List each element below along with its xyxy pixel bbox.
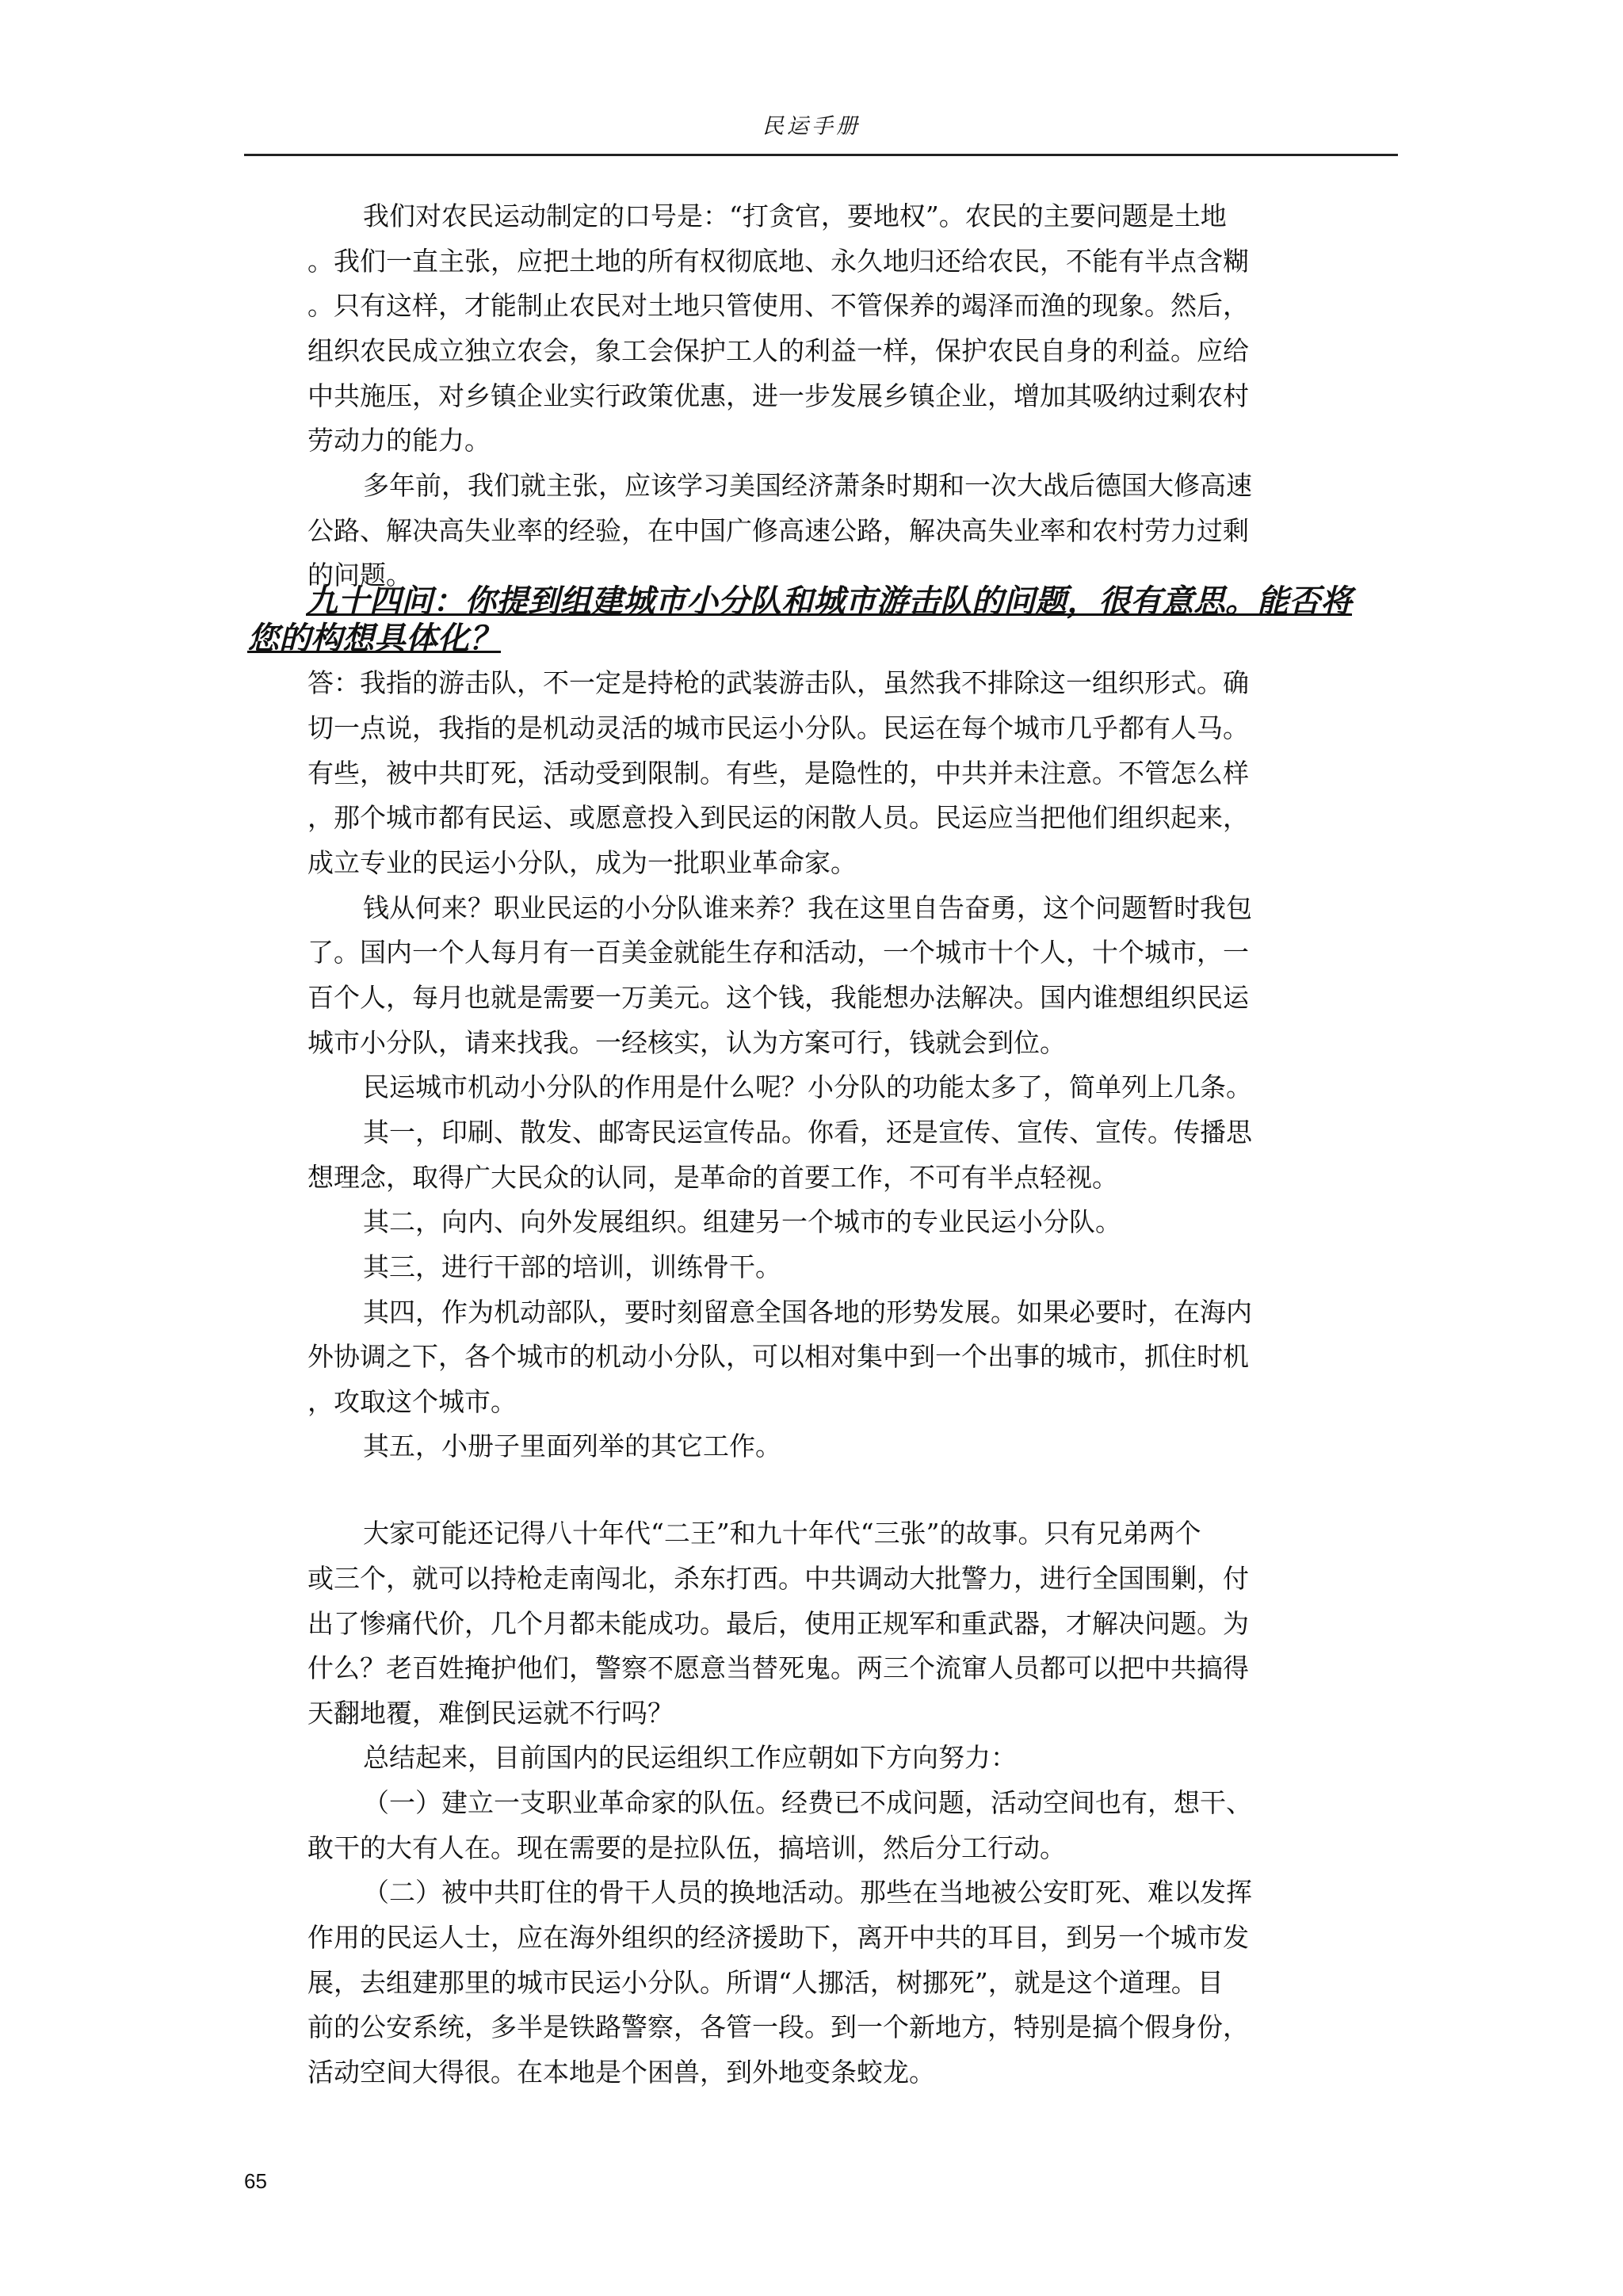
text-line: 中共施压，对乡镇企业实行政策优惠，进一步发展乡镇企业，增加其吸纳过剩农村 — [307, 380, 1249, 411]
text-line: 城市小分队，请来找我。一经核实，认为方案可行，钱就会到位。 — [307, 1027, 1066, 1058]
text-line: 公路、解决高失业率的经验，在中国广修高速公路，解决高失业率和农村劳力过剩 — [307, 515, 1249, 546]
text-line: 多年前，我们就主张，应该学习美国经济萧条时期和一次大战后德国大修高速 — [363, 470, 1252, 501]
text-line: 其五，小册子里面列举的其它工作。 — [363, 1431, 781, 1461]
running-header: 民运手册 — [762, 114, 861, 139]
text-line: 钱从何来？职业民运的小分队谁来养？我在这里自告奋勇，这个问题暂时我包 — [363, 892, 1252, 923]
text-line: ，那个城市都有民运、或愿意投入到民运的闲散人员。民运应当把他们组织起来， — [307, 802, 1249, 833]
text-line: 了。国内一个人每月有一百美金就能生存和活动，一个城市十个人，十个城市，一 — [307, 937, 1249, 968]
text-line: 答：我指的游击队，不一定是持枪的武装游击队，虽然我不排除这一组织形式。确 — [307, 667, 1249, 698]
text-line: 展，去组建那里的城市民运小分队。所谓“人挪活，树挪死”，就是这个道理。目 — [307, 1967, 1224, 1998]
page-number: 65 — [244, 2169, 267, 2193]
question-heading-line-1: 九十四问：你提到组建城市小分队和城市游击队的问题，很有意思。能否将 — [306, 583, 1352, 620]
text-line: 出了惨痛代价，几个月都未能成功。最后，使用正规军和重武器，才解决问题。为 — [307, 1608, 1249, 1639]
text-line: 我们对农民运动制定的口号是：“打贪官，要地权”。农民的主要问题是土地 — [363, 201, 1227, 231]
text-line: 大家可能还记得八十年代“二王”和九十年代“三张”的故事。只有兄弟两个 — [363, 1518, 1201, 1549]
text-line: 外协调之下，各个城市的机动小分队，可以相对集中到一个出事的城市，抓住时机 — [307, 1341, 1249, 1372]
text-line: 什么？老百姓掩护他们，警察不愿意当替死鬼。两三个流窜人员都可以把中共搞得 — [307, 1652, 1249, 1683]
text-line: 。只有这样，才能制止农民对土地只管使用、不管保养的竭泽而渔的现象。然后， — [307, 290, 1249, 321]
text-line: 总结起来，目前国内的民运组织工作应朝如下方向努力： — [363, 1742, 1017, 1773]
text-line: 百个人，每月也就是需要一万美元。这个钱，我能想办法解决。国内谁想组织民运 — [307, 982, 1249, 1013]
text-line: 切一点说，我指的是机动灵活的城市民运小分队。民运在每个城市几乎都有人马。 — [307, 712, 1249, 743]
text-line: 或三个，就可以持枪走南闯北，杀东打西。中共调动大批警力，进行全国围剿，付 — [307, 1563, 1249, 1594]
text-line: ，攻取这个城市。 — [307, 1386, 517, 1417]
question-heading-line-2: 您的构想具体化？ — [247, 620, 501, 657]
text-line: 劳动力的能力。 — [307, 425, 491, 456]
text-line: 其三，进行干部的培训，训练骨干。 — [363, 1251, 781, 1282]
text-line: （一）建立一支职业革命家的队伍。经费已不成问题，活动空间也有，想干、 — [363, 1787, 1252, 1818]
text-line: 想理念，取得广大民众的认同，是革命的首要工作，不可有半点轻视。 — [307, 1162, 1118, 1193]
text-line: 天翻地覆，难倒民运就不行吗？ — [307, 1698, 674, 1729]
text-line: 组织农民成立独立农会，象工会保护工人的利益一样，保护农民自身的利益。应给 — [307, 335, 1249, 366]
text-line: 成立专业的民运小分队，成为一批职业革命家。 — [307, 847, 857, 878]
text-line: 。我们一直主张，应把土地的所有权彻底地、永久地归还给农民，不能有半点含糊 — [307, 246, 1249, 277]
text-line: 其一，印刷、散发、邮寄民运宣传品。你看，还是宣传、宣传、宣传。传播思 — [363, 1117, 1252, 1148]
text-line: 其四，作为机动部队，要时刻留意全国各地的形势发展。如果必要时，在海内 — [363, 1297, 1252, 1328]
text-line: 民运城市机动小分队的作用是什么呢？小分队的功能太多了，简单列上几条。 — [363, 1072, 1252, 1102]
text-line: 活动空间大得很。在本地是个困兽，到外地变条蛟龙。 — [307, 2057, 935, 2088]
text-line: 敢干的大有人在。现在需要的是拉队伍，搞培训，然后分工行动。 — [307, 1832, 1066, 1863]
text-line: 作用的民运人士，应在海外组织的经济援助下，离开中共的耳目，到另一个城市发 — [307, 1922, 1249, 1953]
text-line: 其二，向内、向外发展组织。组建另一个城市的专业民运小分队。 — [363, 1206, 1121, 1237]
header-divider — [244, 154, 1398, 156]
text-line: （二）被中共盯住的骨干人员的换地活动。那些在当地被公安盯死、难以发挥 — [363, 1877, 1252, 1908]
text-line: 的问题。 — [307, 560, 412, 590]
text-line: 前的公安系统，多半是铁路警察，各管一段。到一个新地方，特别是搞个假身份， — [307, 2011, 1249, 2042]
text-line: 有些，被中共盯死，活动受到限制。有些，是隐性的，中共并未注意。不管怎么样 — [307, 758, 1249, 789]
